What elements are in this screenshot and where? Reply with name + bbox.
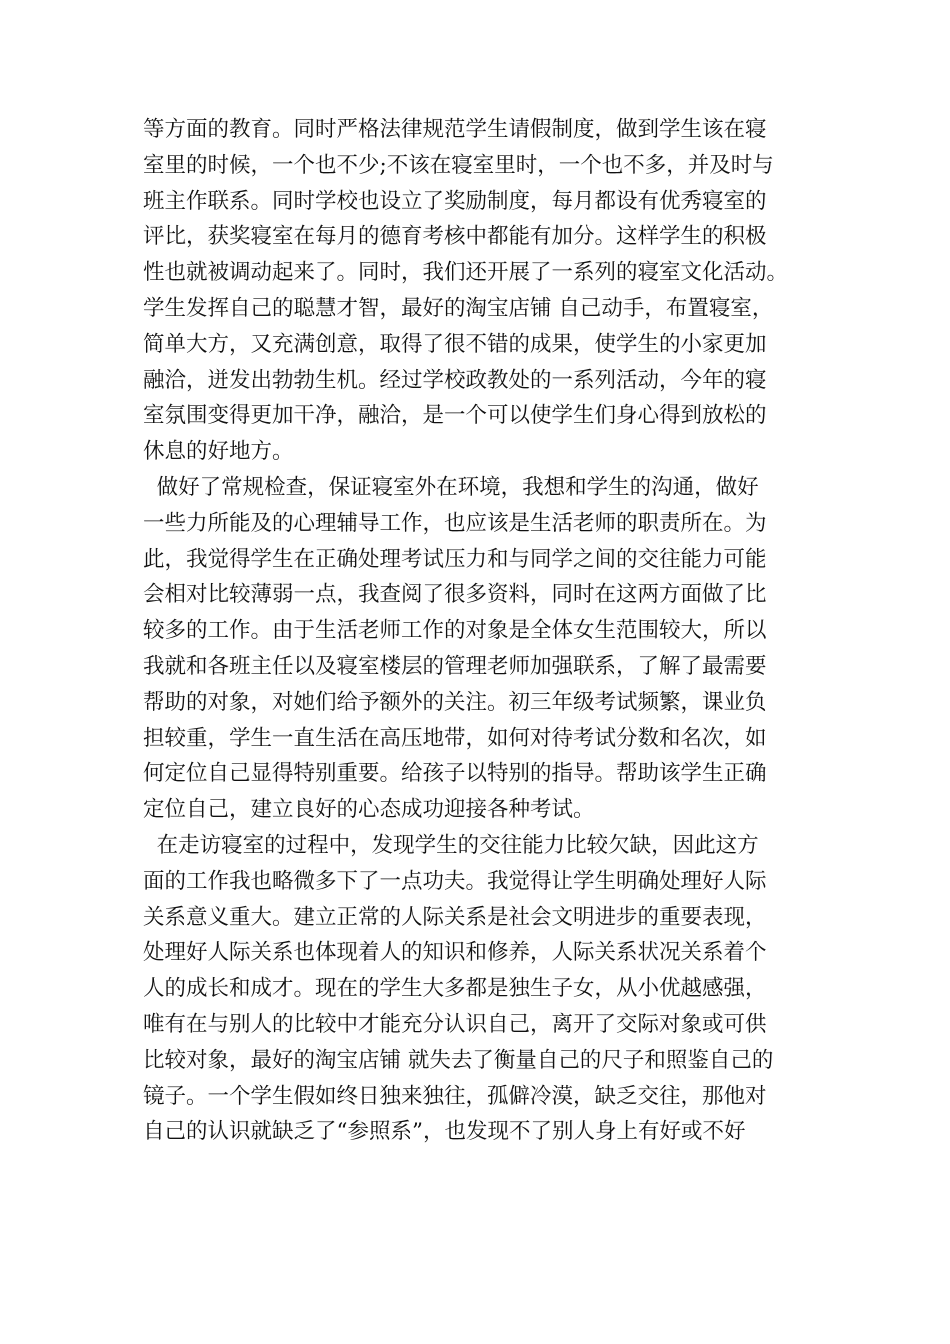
text-line: 学生发挥自己的聪慧才智，最好的淘宝店铺 自己动手，布置寝室， bbox=[143, 295, 774, 321]
text-line: 此，我觉得学生在正确处理考试压力和与同学之间的交往能力可能 bbox=[143, 546, 767, 572]
text-line: 面的工作我也略微多下了一点功夫。我觉得让学生明确处理好人际 bbox=[143, 868, 767, 894]
paragraph-2 bbox=[143, 470, 809, 828]
text-line: 自己的认识就缺乏了“参照系”，也发现不了别人身上有好或不好 bbox=[143, 1119, 746, 1145]
text-line: 室里的时候，一个也不少;不该在寝室里时，一个也不多，并及时与 bbox=[143, 152, 774, 178]
text-line: 我就和各班主任以及寝室楼层的管理老师加强联系，了解了最需要 bbox=[143, 653, 767, 679]
text-line: 定位自己，建立良好的心态成功迎接各种考试。 bbox=[143, 797, 595, 823]
text-line: 班主作联系。同时学校也设立了奖励制度，每月都设有优秀寝室的 bbox=[143, 188, 767, 214]
text-line: 比较对象，最好的淘宝店铺 就失去了衡量自己的尺子和照鉴自己的 bbox=[143, 1047, 774, 1073]
text-line: 在走访寝室的过程中，发现学生的交往能力比较欠缺，因此这方 bbox=[143, 832, 759, 858]
text-line: 帮助的对象，对她们给予额外的关注。初三年级考试频繁，课业负 bbox=[143, 689, 767, 715]
text-line: 较多的工作。由于生活老师工作的对象是全体女生范围较大，所以 bbox=[143, 618, 767, 644]
text-line: 等方面的教育。同时严格法律规范学生请假制度，做到学生该在寝 bbox=[143, 117, 767, 142]
text-line: 会相对比较薄弱一点，我查阅了很多资料，同时在这两方面做了比 bbox=[143, 582, 767, 608]
text-line: 简单大方，又充满创意，取得了很不错的成果，使学生的小家更加 bbox=[143, 331, 767, 357]
text-line: 性也就被调动起来了。同时，我们还开展了一系列的寝室文化活动。 bbox=[143, 260, 789, 286]
text-line: 评比，获奖寝室在每月的德育考核中都能有加分。这样学生的积极 bbox=[143, 224, 767, 250]
paragraph-3 bbox=[143, 828, 809, 1150]
text-line: 休息的好地方。 bbox=[143, 439, 294, 465]
paragraph-1 bbox=[143, 112, 809, 470]
text-line: 融洽，迸发出勃勃生机。经过学校政教处的一系列活动，今年的寝 bbox=[143, 367, 767, 393]
text-line: 唯有在与别人的比较中才能充分认识自己，离开了交际对象或可供 bbox=[143, 1011, 767, 1037]
text-line: 担较重，学生一直生活在高压地带，如何对待考试分数和名次，如 bbox=[143, 725, 767, 751]
text-line: 何定位自己显得特别重要。给孩子以特别的指导。帮助该学生正确 bbox=[143, 761, 767, 787]
text-line: 处理好人际关系也体现着人的知识和修养，人际关系状况关系着个 bbox=[143, 940, 767, 966]
document-page bbox=[143, 112, 809, 1150]
text-line: 做好了常规检查，保证寝室外在环境，我想和学生的沟通，做好 bbox=[143, 474, 759, 500]
text-line: 镜子。一个学生假如终日独来独往，孤僻冷漠，缺乏交往，那他对 bbox=[143, 1083, 767, 1109]
text-line: 人的成长和成才。现在的学生大多都是独生子女，从小优越感强， bbox=[143, 976, 767, 1002]
text-line: 室氛围变得更加干净，融洽，是一个可以使学生们身心得到放松的 bbox=[143, 403, 767, 429]
text-line: 一些力所能及的心理辅导工作，也应该是生活老师的职责所在。为 bbox=[143, 510, 767, 536]
text-line: 关系意义重大。建立正常的人际关系是社会文明进步的重要表现， bbox=[143, 904, 767, 930]
